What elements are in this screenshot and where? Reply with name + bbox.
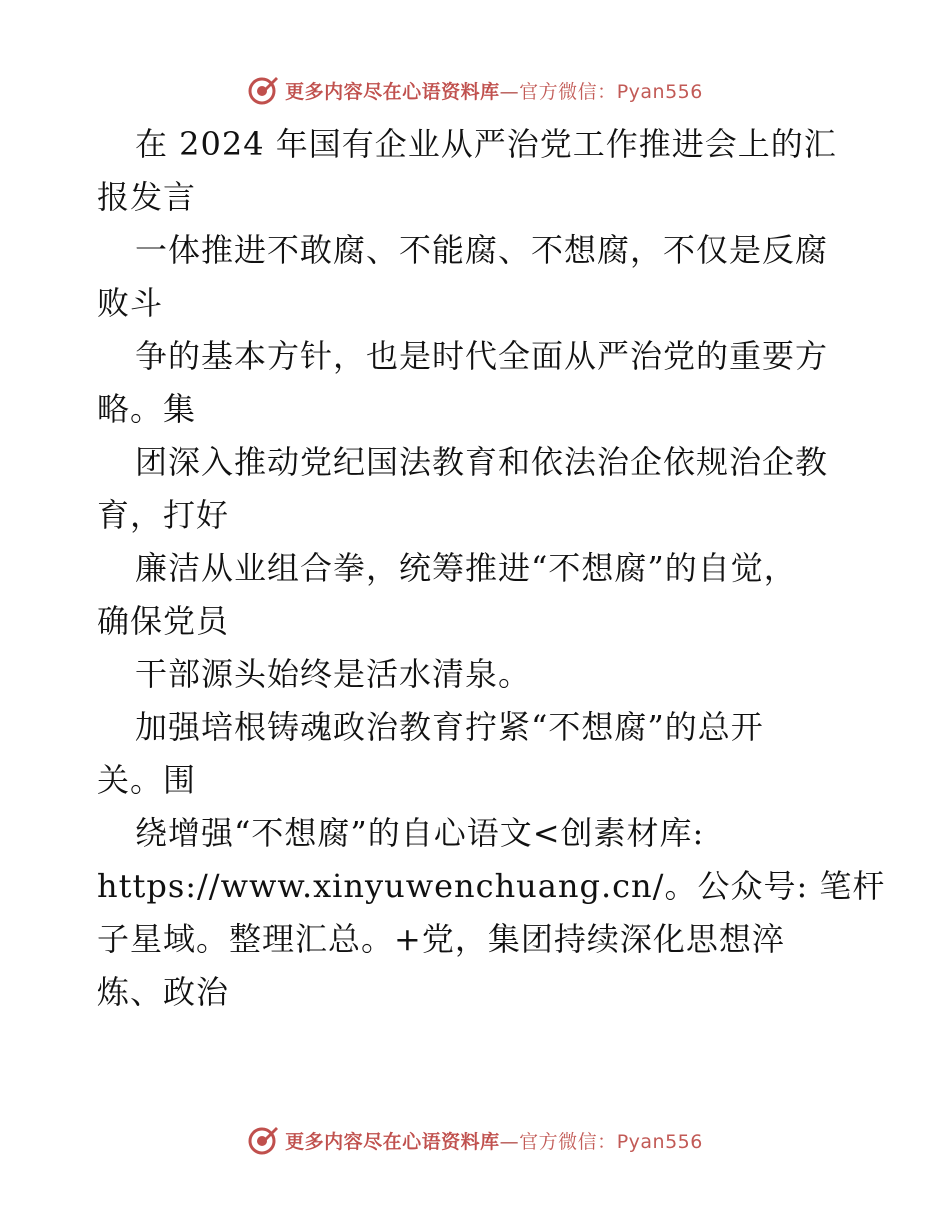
watermark-wechat-id: Pyan556 bbox=[616, 1130, 703, 1153]
watermark-wechat-label: 官方微信： bbox=[519, 1130, 617, 1153]
doc-line: 炼、政治 bbox=[97, 973, 230, 1011]
doc-line: 争的基本方针，也是时代全面从严治党的重要方 bbox=[135, 337, 829, 375]
watermark-banner-top bbox=[0, 70, 950, 110]
document-body bbox=[97, 118, 886, 1019]
doc-line: 关。围 bbox=[97, 761, 197, 799]
doc-line: https://www.xinyuwenchuang.cn/。公众号: 笔杆 bbox=[97, 867, 886, 905]
watermark-text bbox=[285, 77, 703, 104]
doc-line: 子星域。整理汇总。+党，集团持续深化思想淬 bbox=[97, 920, 785, 958]
watermark-brand: 更多内容尽在心语资料库 bbox=[285, 80, 500, 103]
doc-line: 团深入推动党纪国法教育和依法治企依规治企教 bbox=[135, 443, 829, 481]
doc-line: 干部源头始终是活水清泉。 bbox=[135, 655, 532, 693]
doc-line: 确保党员 bbox=[97, 602, 230, 640]
watermark-wechat-id: Pyan556 bbox=[616, 80, 703, 103]
doc-line: 廉洁从业组合拳，统筹推进“不想腐”的自觉， bbox=[135, 549, 797, 587]
watermark-text bbox=[285, 1127, 703, 1154]
watermark-wechat-label: 官方微信： bbox=[519, 80, 617, 103]
watermark-separator: — bbox=[499, 1130, 520, 1153]
doc-line: 加强培根铸魂政治教育拧紧“不想腐”的总开 bbox=[135, 708, 764, 746]
doc-line: 略。集 bbox=[97, 390, 197, 428]
watermark-separator: — bbox=[499, 80, 520, 103]
doc-line: 在 2024 年国有企业从严治党工作推进会上的汇 bbox=[135, 125, 837, 163]
doc-line: 一体推进不敢腐、不能腐、不想腐，不仅是反腐 bbox=[135, 231, 829, 269]
doc-line: 报发言 bbox=[97, 178, 197, 216]
doc-line: 绕增强“不想腐”的自心语文<创素材库: bbox=[135, 814, 705, 852]
doc-line: 育，打好 bbox=[97, 496, 230, 534]
doc-line: 败斗 bbox=[97, 284, 164, 322]
pen-logo-icon bbox=[247, 74, 279, 106]
pen-logo-icon bbox=[247, 1124, 279, 1156]
watermark-brand: 更多内容尽在心语资料库 bbox=[285, 1130, 500, 1153]
watermark-banner-bottom bbox=[0, 1120, 950, 1160]
